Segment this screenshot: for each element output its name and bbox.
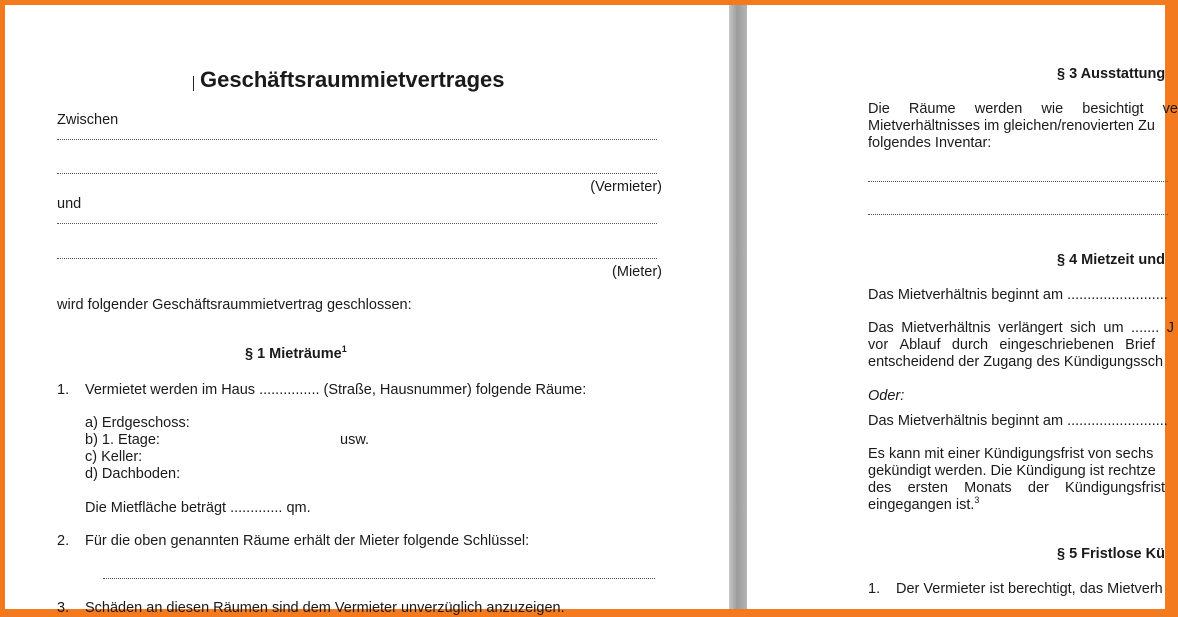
section-4-heading[interactable]: § 4 Mietzeit und xyxy=(1057,252,1165,268)
vermieter-label[interactable]: (Vermieter) xyxy=(590,179,662,195)
text-cursor xyxy=(193,76,194,91)
landlord-line-2 xyxy=(57,173,657,174)
section-5-heading[interactable]: § 5 Fristlose Kü xyxy=(1057,546,1165,562)
footnote-ref-1: 1 xyxy=(341,344,347,355)
item-1-number: 1. xyxy=(57,382,70,398)
zwischen-label[interactable]: Zwischen xyxy=(57,112,119,128)
section-1-heading[interactable]: § 1 Mieträume$^1$ xyxy=(245,344,347,362)
document-page-1 xyxy=(5,5,729,616)
s4-p4-line-4[interactable]: eingegangen ist.$^3$ xyxy=(868,495,980,513)
document-page-2 xyxy=(747,5,1178,609)
inventory-line-2 xyxy=(868,214,1168,215)
room-dachboden[interactable]: d) Dachboden: xyxy=(85,466,181,482)
s4-paragraph-1[interactable]: Das Mietverhältnis beginnt am ......................... xyxy=(868,287,1168,303)
s4-paragraph-3[interactable]: Das Mietverhältnis beginnt am ......................... xyxy=(868,413,1168,429)
s4-p4-line-2[interactable]: gekündigt werden. Die Kündigung ist rechtze xyxy=(868,463,1156,479)
tenant-line-1 xyxy=(57,223,657,224)
footnote-ref-3: 3 xyxy=(974,495,980,506)
tenant-line-2 xyxy=(57,258,657,259)
usw-text[interactable]: usw. xyxy=(340,432,370,448)
room-erdgeschoss[interactable]: a) Erdgeschoss: xyxy=(85,415,190,431)
intro-text[interactable]: wird folgender Geschäftsraummietvertrag geschlossen: xyxy=(57,297,412,313)
und-label[interactable]: und xyxy=(57,196,82,212)
document-viewer xyxy=(5,5,1178,616)
item-3-text[interactable]: Schäden an diesen Räumen sind dem Vermieter unverzüglich anzuzeigen. xyxy=(85,600,565,616)
s3-line-2[interactable]: Mietverhältnisses im gleichen/renovierten Zu xyxy=(868,118,1155,134)
keys-line xyxy=(103,578,655,579)
landlord-line-1 xyxy=(57,139,657,140)
s4-p4-line-3[interactable]: des ersten Monats der Kündigungsfrist xyxy=(868,480,1165,496)
item-1-text[interactable]: Vermietet werden im Haus ............... (Straße, Hausnummer) folgende Räume: xyxy=(85,382,587,398)
s4-p4-line-1[interactable]: Es kann mit einer Kündigungsfrist von sechs xyxy=(868,446,1154,462)
s3-line-1[interactable]: Die Räume werden wie besichtigt ve xyxy=(868,101,1178,117)
document-title[interactable]: Geschäftsraummietvertrages xyxy=(200,67,505,92)
item-2-text[interactable]: Für die oben genannten Räume erhält der Mieter folgende Schlüssel: xyxy=(85,533,530,549)
page-gap xyxy=(729,5,747,609)
oder-label[interactable]: Oder: xyxy=(868,388,905,404)
section-3-heading[interactable]: § 3 Ausstattung xyxy=(1057,66,1166,82)
mietflaeche-text[interactable]: Die Mietfläche beträgt ............. qm. xyxy=(85,500,311,516)
inventory-line-1 xyxy=(868,181,1168,182)
s3-line-3[interactable]: folgendes Inventar: xyxy=(868,135,992,151)
s5-item-1-text[interactable]: Der Vermieter ist berechtigt, das Mietverh xyxy=(896,581,1163,597)
room-keller[interactable]: c) Keller: xyxy=(85,449,143,465)
s4-p2-line-1[interactable]: Das Mietverhältnis verlängert sich um ....... J xyxy=(868,320,1174,336)
item-2-number: 2. xyxy=(57,533,70,549)
s5-item-1-number: 1. xyxy=(868,581,881,597)
item-3-number: 3. xyxy=(57,600,70,616)
mieter-label[interactable]: (Mieter) xyxy=(612,264,662,280)
s4-p2-line-3[interactable]: entscheidend der Zugang des Kündigungssch xyxy=(868,354,1164,370)
room-etage[interactable]: b) 1. Etage: xyxy=(85,432,160,448)
s4-p2-line-2[interactable]: vor Ablauf durch eingeschriebenen Brief xyxy=(868,337,1155,353)
